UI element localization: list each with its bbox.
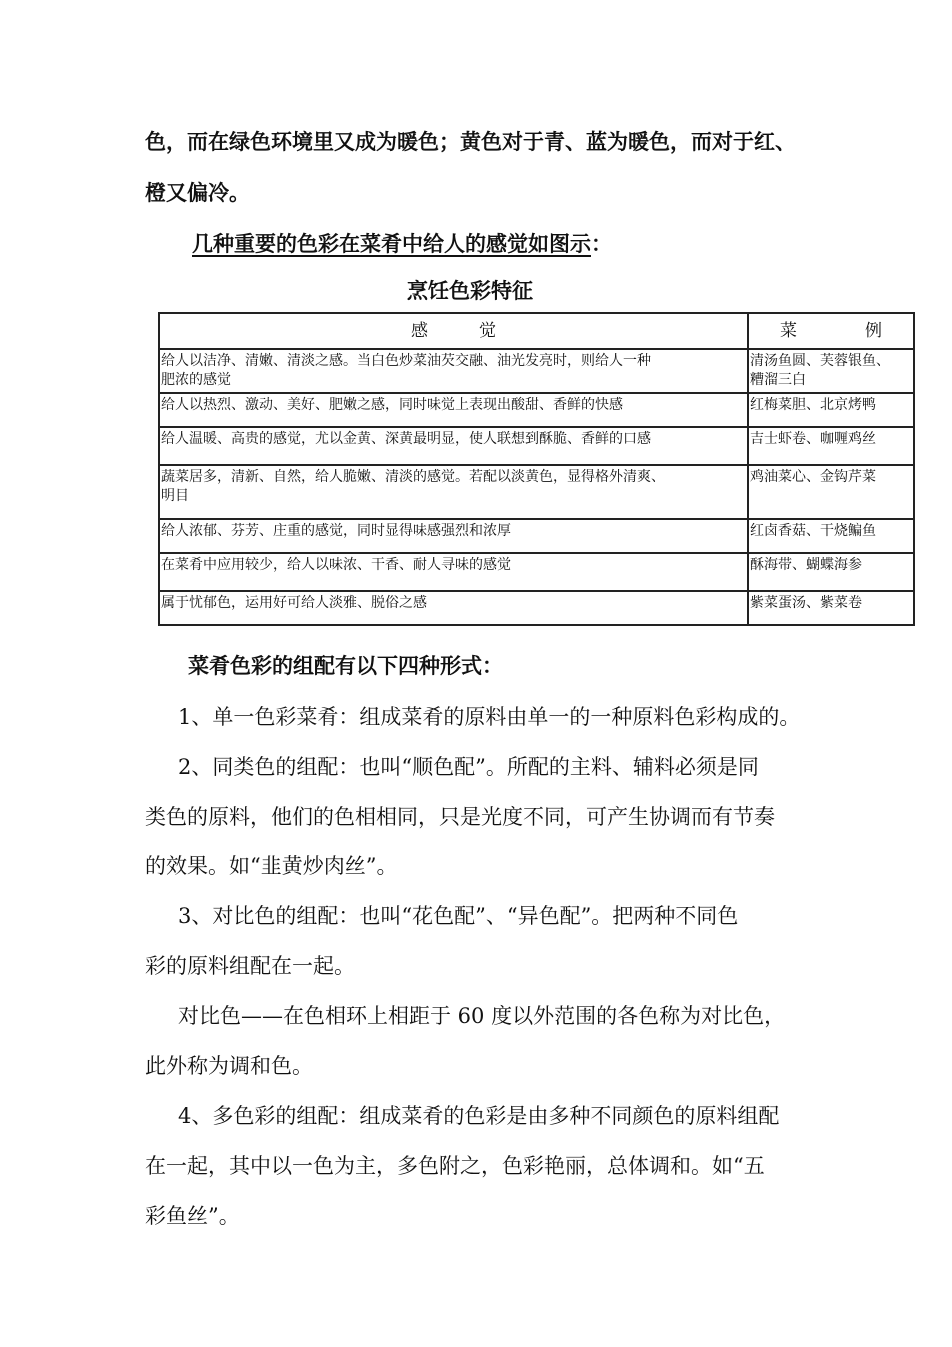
feeling-cell: 属于忧郁色，运用好可给人淡雅、脱俗之感 (159, 591, 748, 625)
dishes-cell: 红梅菜胆、北京烤鸭 (748, 393, 914, 427)
dishes-cell: 鸡油菜心、金钩芹菜 (748, 465, 914, 519)
feeling-cell: 给人温暖、高贵的感觉，尤以金黄、深黄最明显，使人联想到酥脆、香鲜的口感 (159, 427, 748, 465)
body-line: 类色的原料，他们的色相相同，只是光度不同，可产生协调而有节奏 (145, 805, 775, 829)
table-row (159, 591, 914, 625)
dishes-cell: 酥海带、蝴蝶海参 (748, 553, 914, 591)
header-dishes: 菜 例 (748, 313, 914, 349)
intro-line-2: 橙又偏冷。 (145, 180, 250, 205)
dishes-cell: 红卤香菇、干烧鳊鱼 (748, 519, 914, 553)
dishes-cell: 吉士虾卷、咖喱鸡丝 (748, 427, 914, 465)
body-line: 3、对比色的组配：也叫“花色配”、“异色配”。把两种不同色 (178, 904, 739, 928)
table-title: 烹饪色彩特征 (407, 278, 533, 303)
feeling-cell: 蔬菜居多，清新、自然，给人脆嫩、清淡的感觉。若配以淡黄色，显得格外清爽、 明目 (159, 465, 748, 519)
table-row (159, 393, 914, 427)
body-line: 此外称为调和色。 (145, 1054, 313, 1078)
intro-lead (192, 229, 612, 259)
header-feeling: 感 觉 (159, 313, 748, 349)
body-line: 彩的原料组配在一起。 (145, 954, 355, 978)
body-line: 1、单一色彩菜肴：组成菜肴的原料由单一的一种原料色彩构成的。 (178, 705, 801, 729)
dishes-cell: 紫菜蛋汤、紫菜卷 (748, 591, 914, 625)
intro-lead-text: 几种重要的色彩在菜肴中给人的感觉如图示 (192, 231, 591, 256)
body-line: 4、多色彩的组配：组成菜肴的色彩是由多种不同颜色的原料组配 (178, 1104, 780, 1128)
section-heading: 菜肴色彩的组配有以下四种形式： (188, 653, 503, 678)
body-line: 在一起，其中以一色为主，多色附之，色彩艳丽，总体调和。如“五 (145, 1154, 765, 1178)
body-line: 2、同类色的组配：也叫“顺色配”。所配的主料、辅料必须是同 (178, 755, 759, 779)
table-row (159, 465, 914, 519)
body-line: 的效果。如“韭黄炒肉丝”。 (145, 854, 398, 878)
feeling-cell: 给人以洁净、清嫩、清淡之感。当白色炒菜油芡交融、油光发亮时，则给人一种 肥浓的感觉 (159, 349, 748, 393)
table-row (159, 553, 914, 591)
feeling-cell: 给人以热烈、激动、美好、肥嫩之感，同时味觉上表现出酸甜、香鲜的快感 (159, 393, 748, 427)
table-row (159, 427, 914, 465)
table-row (159, 519, 914, 553)
table-row (159, 349, 914, 393)
feeling-cell: 给人浓郁、芬芳、庄重的感觉，同时显得味感强烈和浓厚 (159, 519, 748, 553)
intro-line-1: 色，而在绿色环境里又成为暖色；黄色对于青、蓝为暖色，而对于红、 (145, 129, 796, 154)
dishes-cell: 清汤鱼圆、芙蓉银鱼、 糟溜三白 (748, 349, 914, 393)
color-characteristics-table (158, 312, 915, 626)
intro-lead-colon: ： (591, 231, 612, 256)
body-line: 彩鱼丝”。 (145, 1204, 240, 1228)
feeling-cell: 在菜肴中应用较少，给人以味浓、干香、耐人寻味的感觉 (159, 553, 748, 591)
body-line: 对比色——在色相环上相距于 60 度以外范围的各色称为对比色， (178, 1004, 786, 1028)
table-header-row (159, 313, 914, 349)
